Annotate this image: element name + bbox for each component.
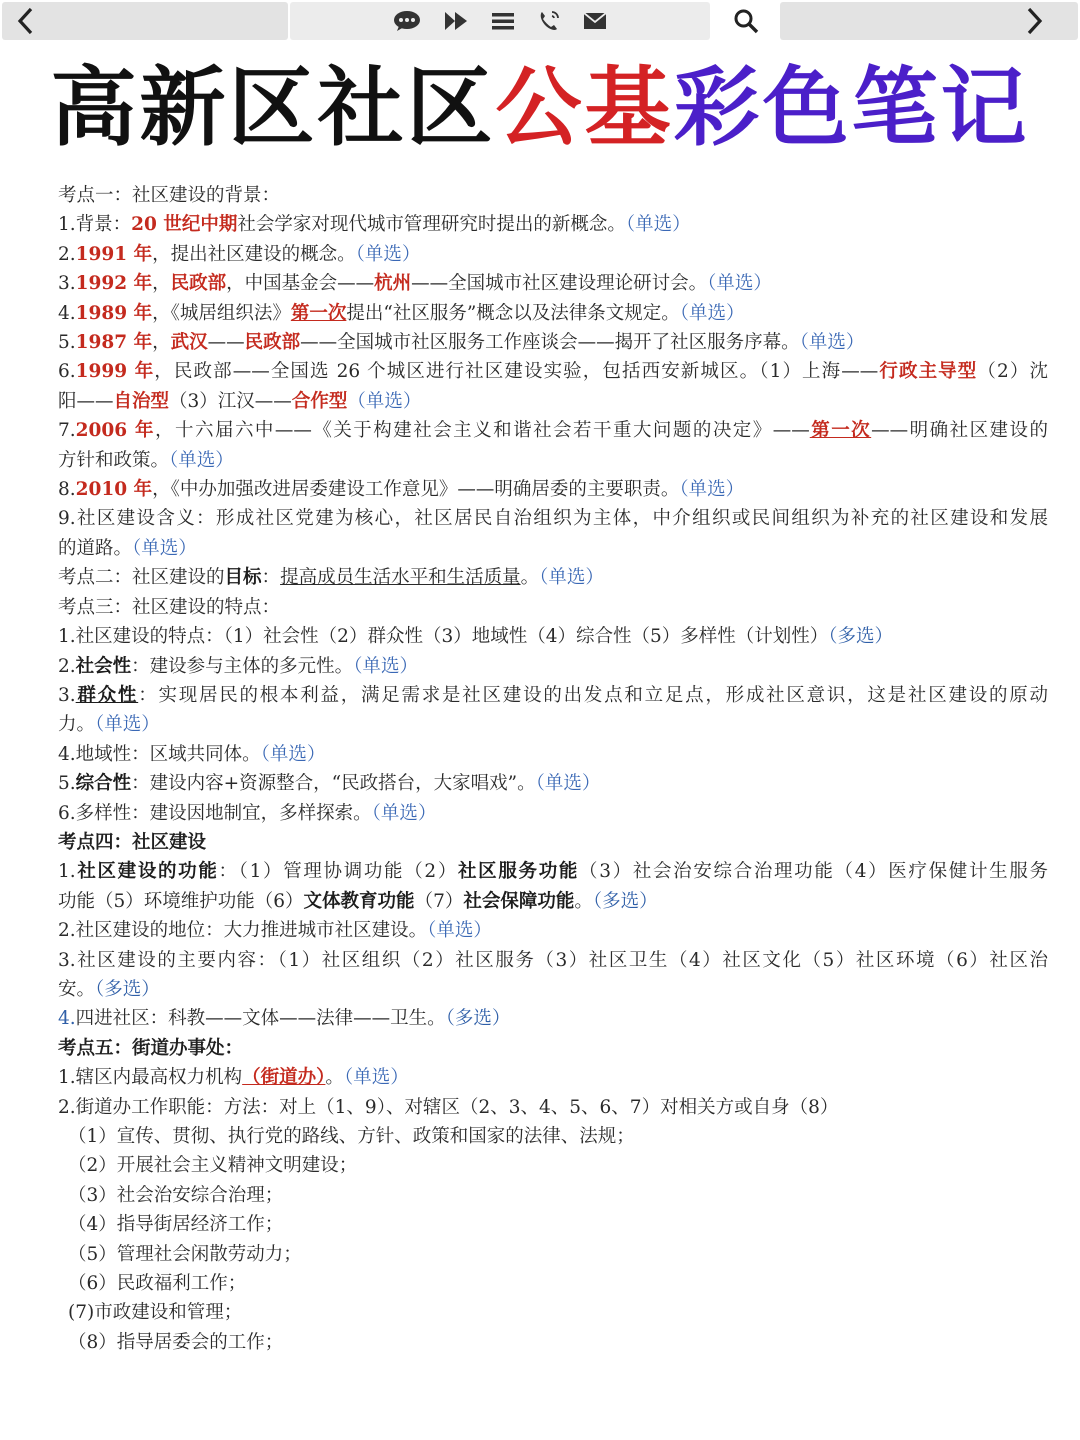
single-choice-tag: （单选）	[95, 714, 160, 736]
section-heading-4: 考点四：社区建设	[58, 831, 207, 853]
duty-item: （3）社会治安综合治理；	[68, 1184, 284, 1206]
note-line: 1.背景：20 世纪中期社会学家对现代城市管理研究时提出的新概念。（单选）	[58, 214, 691, 236]
single-choice-tag: （单选）	[535, 773, 601, 795]
single-choice-tag: （单选）	[799, 332, 865, 354]
note-line: 8.2010 年，《中办加强改进居委建设工作意见》——明确居委的主要职责。（单选）	[58, 479, 745, 501]
single-choice-tag: （单选）	[679, 302, 745, 324]
single-choice-tag: （单选）	[625, 214, 691, 236]
single-choice-tag: （单选）	[427, 920, 492, 942]
notes-body	[58, 181, 1048, 1357]
duty-item: （4）指导街居经济工作；	[68, 1214, 284, 1236]
single-choice-tag: （单选）	[132, 537, 197, 559]
note-line: 4.地域性：区域共同体。（单选）	[58, 743, 326, 765]
note-line: 安。（多选）	[58, 978, 160, 1000]
duty-item: （2）开展社会主义精神文明建设；	[68, 1155, 358, 1177]
note-line: 阳——自治型（3）江汉——合作型（单选）	[58, 390, 422, 412]
single-choice-tag: （单选）	[355, 243, 421, 265]
duty-item: （8）指导居委会的工作；	[68, 1331, 284, 1353]
single-choice-tag: （单选）	[371, 802, 437, 824]
duty-item: (7)市政建设和管理；	[68, 1302, 243, 1324]
single-choice-tag: （单选）	[343, 1067, 409, 1089]
note-line: 1.社区建设的功能：（1）管理协调功能（2）社区服务功能（3）社会治安综合治理功能（4）医疗保健计生服务	[58, 861, 1048, 883]
single-choice-tag: （单选）	[260, 743, 326, 765]
reader-toolbar	[0, 0, 1080, 44]
page-title	[0, 58, 1080, 158]
note-line: 1.社区建设的特点：（1）社会性（2）群众性（3）地域性（4）综合性（5）多样性（计划性）（多选）	[58, 626, 894, 648]
note-line: 力。（单选）	[58, 714, 160, 736]
note-line: 5.1987 年，武汉——民政部——全国城市社区服务工作座谈会——揭开了社区服务序幕。（单选）	[58, 332, 865, 354]
multi-choice-tag: （多选）	[95, 978, 160, 1000]
note-line: 方针和政策。（单选）	[58, 449, 234, 471]
chevron-right-icon[interactable]	[1014, 2, 1054, 40]
note-line: 的道路。（单选）	[58, 537, 197, 559]
note-line: 5.综合性：建设内容+资源整合，“民政搭台，大家唱戏”。（单选）	[58, 773, 601, 795]
note-line: 功能（5）环境维护功能（6）文体教育功能（7）社会保障功能。（多选）	[58, 890, 658, 912]
section-heading-5: 考点五：街道办事处：	[58, 1037, 244, 1059]
section-heading-2: 考点二：社区建设的目标：提高成员生活水平和生活质量。（单选）	[58, 567, 604, 589]
mail-icon[interactable]	[583, 12, 607, 30]
duty-item: （1）宣传、贯彻、执行党的路线、方针、政策和国家的法律、法规；	[68, 1126, 635, 1147]
note-line: 2.街道办工作职能：方法：对上（1、9）、对辖区（2、3、4、5、6、7）对相关方或自身（8）	[58, 1096, 839, 1118]
duty-item: （5）管理社会闲散劳动力；	[68, 1243, 302, 1265]
single-choice-tag: （单选）	[347, 390, 422, 412]
play-forward-icon[interactable]	[443, 10, 469, 32]
note-line: 9.社区建设含义：形成社区党建为核心，社区居民自治组织为主体，中介组织或民间组织为补充的社区建设和发展	[58, 508, 1048, 530]
note-line: 3.1992 年，民政部，中国基金会——杭州——全国城市社区建设理论研讨会。（单选）	[58, 273, 772, 295]
note-line: 2.社区建设的地位：大力推进城市社区建设。（单选）	[58, 920, 492, 942]
multi-choice-tag: （多选）	[592, 890, 658, 912]
toolbar-icon-group	[290, 2, 710, 40]
note-line: 2.1991 年，提出社区建设的概念。（单选）	[58, 243, 421, 265]
title-part-red: 公基	[495, 58, 674, 158]
single-choice-tag: （单选）	[707, 273, 772, 295]
title-part-purple: 彩色笔记	[673, 58, 1030, 158]
note-line: 2.社会性：建设参与主体的多元性。（单选）	[58, 655, 418, 677]
note-line: 4.四进社区：科教——文体——法律——卫生。（多选）	[58, 1008, 511, 1030]
single-choice-tag: （单选）	[353, 655, 418, 677]
list-icon[interactable]	[491, 11, 515, 31]
note-line: 3.群众性：实现居民的根本利益，满足需求是社区建设的出发点和立足点，形成社区意识，这是社区建设的原动	[58, 684, 1048, 706]
multi-choice-tag: （多选）	[445, 1008, 511, 1030]
single-choice-tag: （单选）	[539, 567, 604, 589]
single-choice-tag: （单选）	[169, 449, 234, 471]
phone-icon[interactable]	[537, 9, 561, 33]
chevron-left-icon[interactable]	[6, 2, 46, 40]
note-line: 4.1989 年，《城居组织法》第一次提出“社区服务”概念以及法律条文规定。（单选）	[58, 302, 745, 324]
note-line: 6.多样性：建设因地制宜，多样探索。（单选）	[58, 802, 437, 824]
section-heading-3: 考点三：社区建设的特点：	[58, 596, 281, 618]
multi-choice-tag: （多选）	[828, 626, 894, 648]
note-line: 3.社区建设的主要内容：（1）社区组织（2）社区服务（3）社区卫生（4）社区文化（5）社区环境（6）社区治	[58, 949, 1048, 971]
section-heading-1: 考点一：社区建设的背景：	[58, 185, 281, 206]
note-line: 1.辖区内最高权力机构（街道办）。（单选）	[58, 1067, 409, 1089]
search-icon[interactable]	[726, 2, 766, 40]
note-line: 7.2006 年，十六届六中——《关于构建社会主义和谐社会若干重大问题的决定》——第一次——明确社区建设的	[58, 420, 1048, 442]
chat-icon[interactable]	[393, 10, 421, 32]
note-line: 6.1999 年，民政部——全国选 26 个城区进行社区建设实验，包括西安新城区。（1）上海——行政主导型（2）沈	[58, 361, 1048, 383]
title-part-black: 高新区社区	[50, 58, 496, 158]
duty-item: （6）民政福利工作；	[68, 1273, 247, 1295]
single-choice-tag: （单选）	[679, 479, 745, 501]
